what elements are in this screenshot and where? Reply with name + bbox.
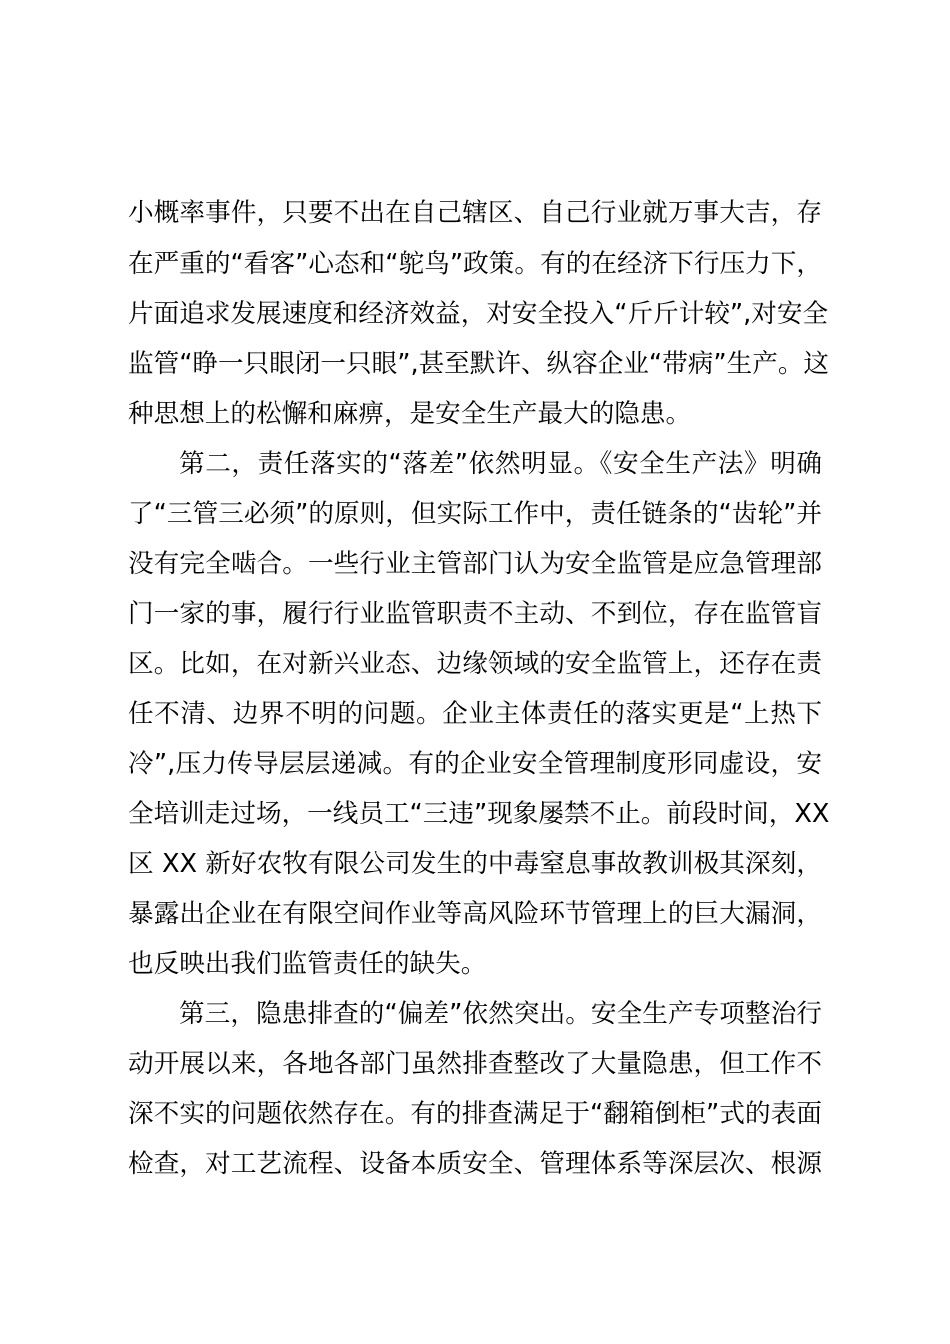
text-line: 门一家的事，履行行业监管职责不主动、不到位，存在监管盲 [128,599,822,629]
paragraph-start-line: 第二，责任落实的“落差”依然明显。《安全生产法》明确 [179,449,822,479]
paragraph-start-line: 第三，隐患排查的“偏差”依然突出。安全生产专项整治行 [179,999,822,1029]
text-line: 了“三管三必须”的原则，但实际工作中，责任链条的“齿轮”并 [128,499,822,529]
text-line: 在严重的“看客”心态和“鸵鸟”政策。有的在经济下行压力下， [128,249,822,279]
text-line: 任不清、边界不明的问题。企业主体责任的落实更是“上热下 [128,699,822,729]
text-line: 种思想上的松懈和麻痹，是安全生产最大的隐患。 [128,399,692,429]
text-line: 没有完全啮合。一些行业主管部门认为安全监管是应急管理部 [128,549,822,579]
text-line: 暴露出企业在有限空间作业等高风险环节管理上的巨大漏洞， [128,899,822,929]
text-line: 片面追求发展速度和经济效益，对安全投入“斤斤计较”,对安全 [128,299,829,329]
text-line: 检查，对工艺流程、设备本质安全、管理体系等深层次、根源 [128,1149,822,1179]
text-line: 区 XX 新好农牧有限公司发生的中毒窒息事故教训极其深刻， [128,849,822,879]
text-line: 冷”,压力传导层层递减。有的企业安全管理制度形同虚设，安 [128,749,822,779]
text-line: 区。比如，在对新兴业态、边缘领域的安全监管上，还存在责 [128,649,822,679]
text-line: 动开展以来，各地各部门虽然排查整改了大量隐患，但工作不 [128,1049,822,1079]
text-line: 小概率事件，只要不出在自己辖区、自己行业就万事大吉，存 [128,198,822,228]
text-line: 也反映出我们监管责任的缺失。 [128,949,487,979]
text-line: 深不实的问题依然存在。有的排查满足于“翻箱倒柜”式的表面 [128,1099,822,1129]
text-line: 监管“睁一只眼闭一只眼”,甚至默许、纵容企业“带病”生产。这 [128,349,830,379]
text-line: 全培训走过场，一线员工“三违”现象屡禁不止。前段时间，XX [128,799,830,829]
